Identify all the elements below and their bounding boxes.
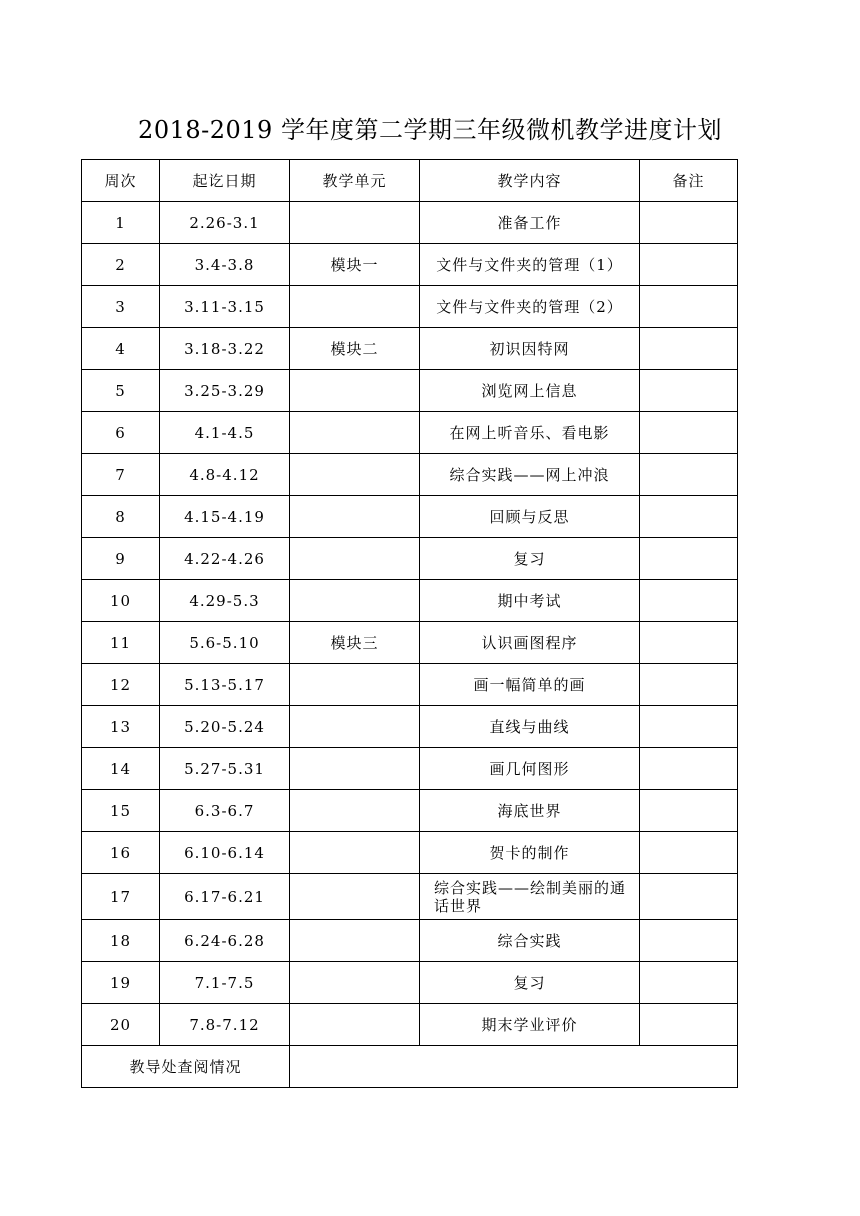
cell-content: 画几何图形 xyxy=(420,748,640,790)
table-row xyxy=(82,454,738,496)
cell-notes xyxy=(640,412,738,454)
cell-content: 贺卡的制作 xyxy=(420,832,640,874)
cell-unit xyxy=(290,706,420,748)
cell-notes xyxy=(640,202,738,244)
cell-week: 12 xyxy=(82,664,160,706)
cell-week: 5 xyxy=(82,370,160,412)
review-value xyxy=(290,1046,738,1088)
cell-notes xyxy=(640,790,738,832)
header-unit: 教学单元 xyxy=(290,160,420,202)
header-dates: 起讫日期 xyxy=(160,160,290,202)
table-row xyxy=(82,874,738,920)
cell-dates: 6.3-6.7 xyxy=(160,790,290,832)
cell-week: 15 xyxy=(82,790,160,832)
table-row xyxy=(82,286,738,328)
cell-unit xyxy=(290,1004,420,1046)
cell-content: 浏览网上信息 xyxy=(420,370,640,412)
cell-content: 在网上听音乐、看电影 xyxy=(420,412,640,454)
cell-content: 综合实践——绘制美丽的通话世界 xyxy=(420,874,640,920)
cell-dates: 6.17-6.21 xyxy=(160,874,290,920)
table-row xyxy=(82,496,738,538)
cell-unit xyxy=(290,664,420,706)
cell-content: 期中考试 xyxy=(420,580,640,622)
cell-dates: 4.22-4.26 xyxy=(160,538,290,580)
cell-content: 综合实践——网上冲浪 xyxy=(420,454,640,496)
cell-dates: 6.24-6.28 xyxy=(160,920,290,962)
cell-unit xyxy=(290,962,420,1004)
cell-content: 复习 xyxy=(420,962,640,1004)
cell-week: 10 xyxy=(82,580,160,622)
table-row xyxy=(82,580,738,622)
cell-week: 9 xyxy=(82,538,160,580)
table-row xyxy=(82,748,738,790)
cell-unit xyxy=(290,496,420,538)
header-notes: 备注 xyxy=(640,160,738,202)
cell-dates: 5.27-5.31 xyxy=(160,748,290,790)
cell-unit xyxy=(290,832,420,874)
cell-content: 回顾与反思 xyxy=(420,496,640,538)
cell-week: 19 xyxy=(82,962,160,1004)
cell-content: 画一幅简单的画 xyxy=(420,664,640,706)
cell-dates: 4.29-5.3 xyxy=(160,580,290,622)
cell-dates: 4.15-4.19 xyxy=(160,496,290,538)
cell-dates: 3.11-3.15 xyxy=(160,286,290,328)
cell-notes xyxy=(640,328,738,370)
review-row xyxy=(82,1046,738,1088)
cell-unit xyxy=(290,580,420,622)
cell-notes xyxy=(640,244,738,286)
cell-content: 期末学业评价 xyxy=(420,1004,640,1046)
cell-notes xyxy=(640,580,738,622)
cell-unit xyxy=(290,202,420,244)
cell-content: 海底世界 xyxy=(420,790,640,832)
cell-unit: 模块三 xyxy=(290,622,420,664)
cell-dates: 7.1-7.5 xyxy=(160,962,290,1004)
cell-unit xyxy=(290,874,420,920)
cell-notes xyxy=(640,920,738,962)
cell-unit: 模块一 xyxy=(290,244,420,286)
cell-notes xyxy=(640,962,738,1004)
cell-week: 20 xyxy=(82,1004,160,1046)
cell-week: 11 xyxy=(82,622,160,664)
cell-dates: 3.25-3.29 xyxy=(160,370,290,412)
cell-notes xyxy=(640,538,738,580)
cell-dates: 5.13-5.17 xyxy=(160,664,290,706)
cell-dates: 5.6-5.10 xyxy=(160,622,290,664)
review-label: 教导处查阅情况 xyxy=(82,1046,290,1088)
cell-unit xyxy=(290,748,420,790)
cell-dates: 2.26-3.1 xyxy=(160,202,290,244)
cell-week: 1 xyxy=(82,202,160,244)
table-row xyxy=(82,962,738,1004)
cell-unit: 模块二 xyxy=(290,328,420,370)
schedule-table xyxy=(81,159,738,1088)
cell-notes xyxy=(640,748,738,790)
cell-week: 3 xyxy=(82,286,160,328)
cell-week: 7 xyxy=(82,454,160,496)
table-row xyxy=(82,706,738,748)
table-row xyxy=(82,412,738,454)
cell-content: 认识画图程序 xyxy=(420,622,640,664)
cell-dates: 3.18-3.22 xyxy=(160,328,290,370)
header-content: 教学内容 xyxy=(420,160,640,202)
cell-dates: 3.4-3.8 xyxy=(160,244,290,286)
table-row xyxy=(82,664,738,706)
cell-notes xyxy=(640,664,738,706)
table-row xyxy=(82,790,738,832)
cell-content: 初识因特网 xyxy=(420,328,640,370)
cell-week: 4 xyxy=(82,328,160,370)
table-row xyxy=(82,370,738,412)
cell-notes xyxy=(640,454,738,496)
table-row xyxy=(82,244,738,286)
cell-dates: 4.8-4.12 xyxy=(160,454,290,496)
table-row xyxy=(82,920,738,962)
table-row xyxy=(82,832,738,874)
table-row xyxy=(82,328,738,370)
cell-notes xyxy=(640,832,738,874)
cell-notes xyxy=(640,706,738,748)
cell-week: 18 xyxy=(82,920,160,962)
cell-week: 16 xyxy=(82,832,160,874)
cell-content: 文件与文件夹的管理（1） xyxy=(420,244,640,286)
cell-notes xyxy=(640,496,738,538)
page-title: 2018-2019 学年度第二学期三年级微机教学进度计划 xyxy=(138,116,722,144)
cell-dates: 5.20-5.24 xyxy=(160,706,290,748)
cell-dates: 4.1-4.5 xyxy=(160,412,290,454)
cell-week: 8 xyxy=(82,496,160,538)
table-row xyxy=(82,622,738,664)
header-week: 周次 xyxy=(82,160,160,202)
table-row xyxy=(82,1004,738,1046)
cell-week: 2 xyxy=(82,244,160,286)
cell-content: 准备工作 xyxy=(420,202,640,244)
cell-content: 综合实践 xyxy=(420,920,640,962)
cell-dates: 6.10-6.14 xyxy=(160,832,290,874)
cell-notes xyxy=(640,622,738,664)
cell-week: 14 xyxy=(82,748,160,790)
cell-unit xyxy=(290,370,420,412)
cell-unit xyxy=(290,920,420,962)
cell-notes xyxy=(640,1004,738,1046)
cell-unit xyxy=(290,454,420,496)
cell-unit xyxy=(290,286,420,328)
cell-content: 复习 xyxy=(420,538,640,580)
table-header-row xyxy=(82,160,738,202)
cell-week: 13 xyxy=(82,706,160,748)
cell-week: 17 xyxy=(82,874,160,920)
cell-week: 6 xyxy=(82,412,160,454)
table-row xyxy=(82,202,738,244)
cell-content: 直线与曲线 xyxy=(420,706,640,748)
cell-unit xyxy=(290,790,420,832)
cell-notes xyxy=(640,874,738,920)
cell-content: 文件与文件夹的管理（2） xyxy=(420,286,640,328)
cell-notes xyxy=(640,286,738,328)
cell-notes xyxy=(640,370,738,412)
cell-unit xyxy=(290,412,420,454)
table-row xyxy=(82,538,738,580)
cell-unit xyxy=(290,538,420,580)
cell-dates: 7.8-7.12 xyxy=(160,1004,290,1046)
